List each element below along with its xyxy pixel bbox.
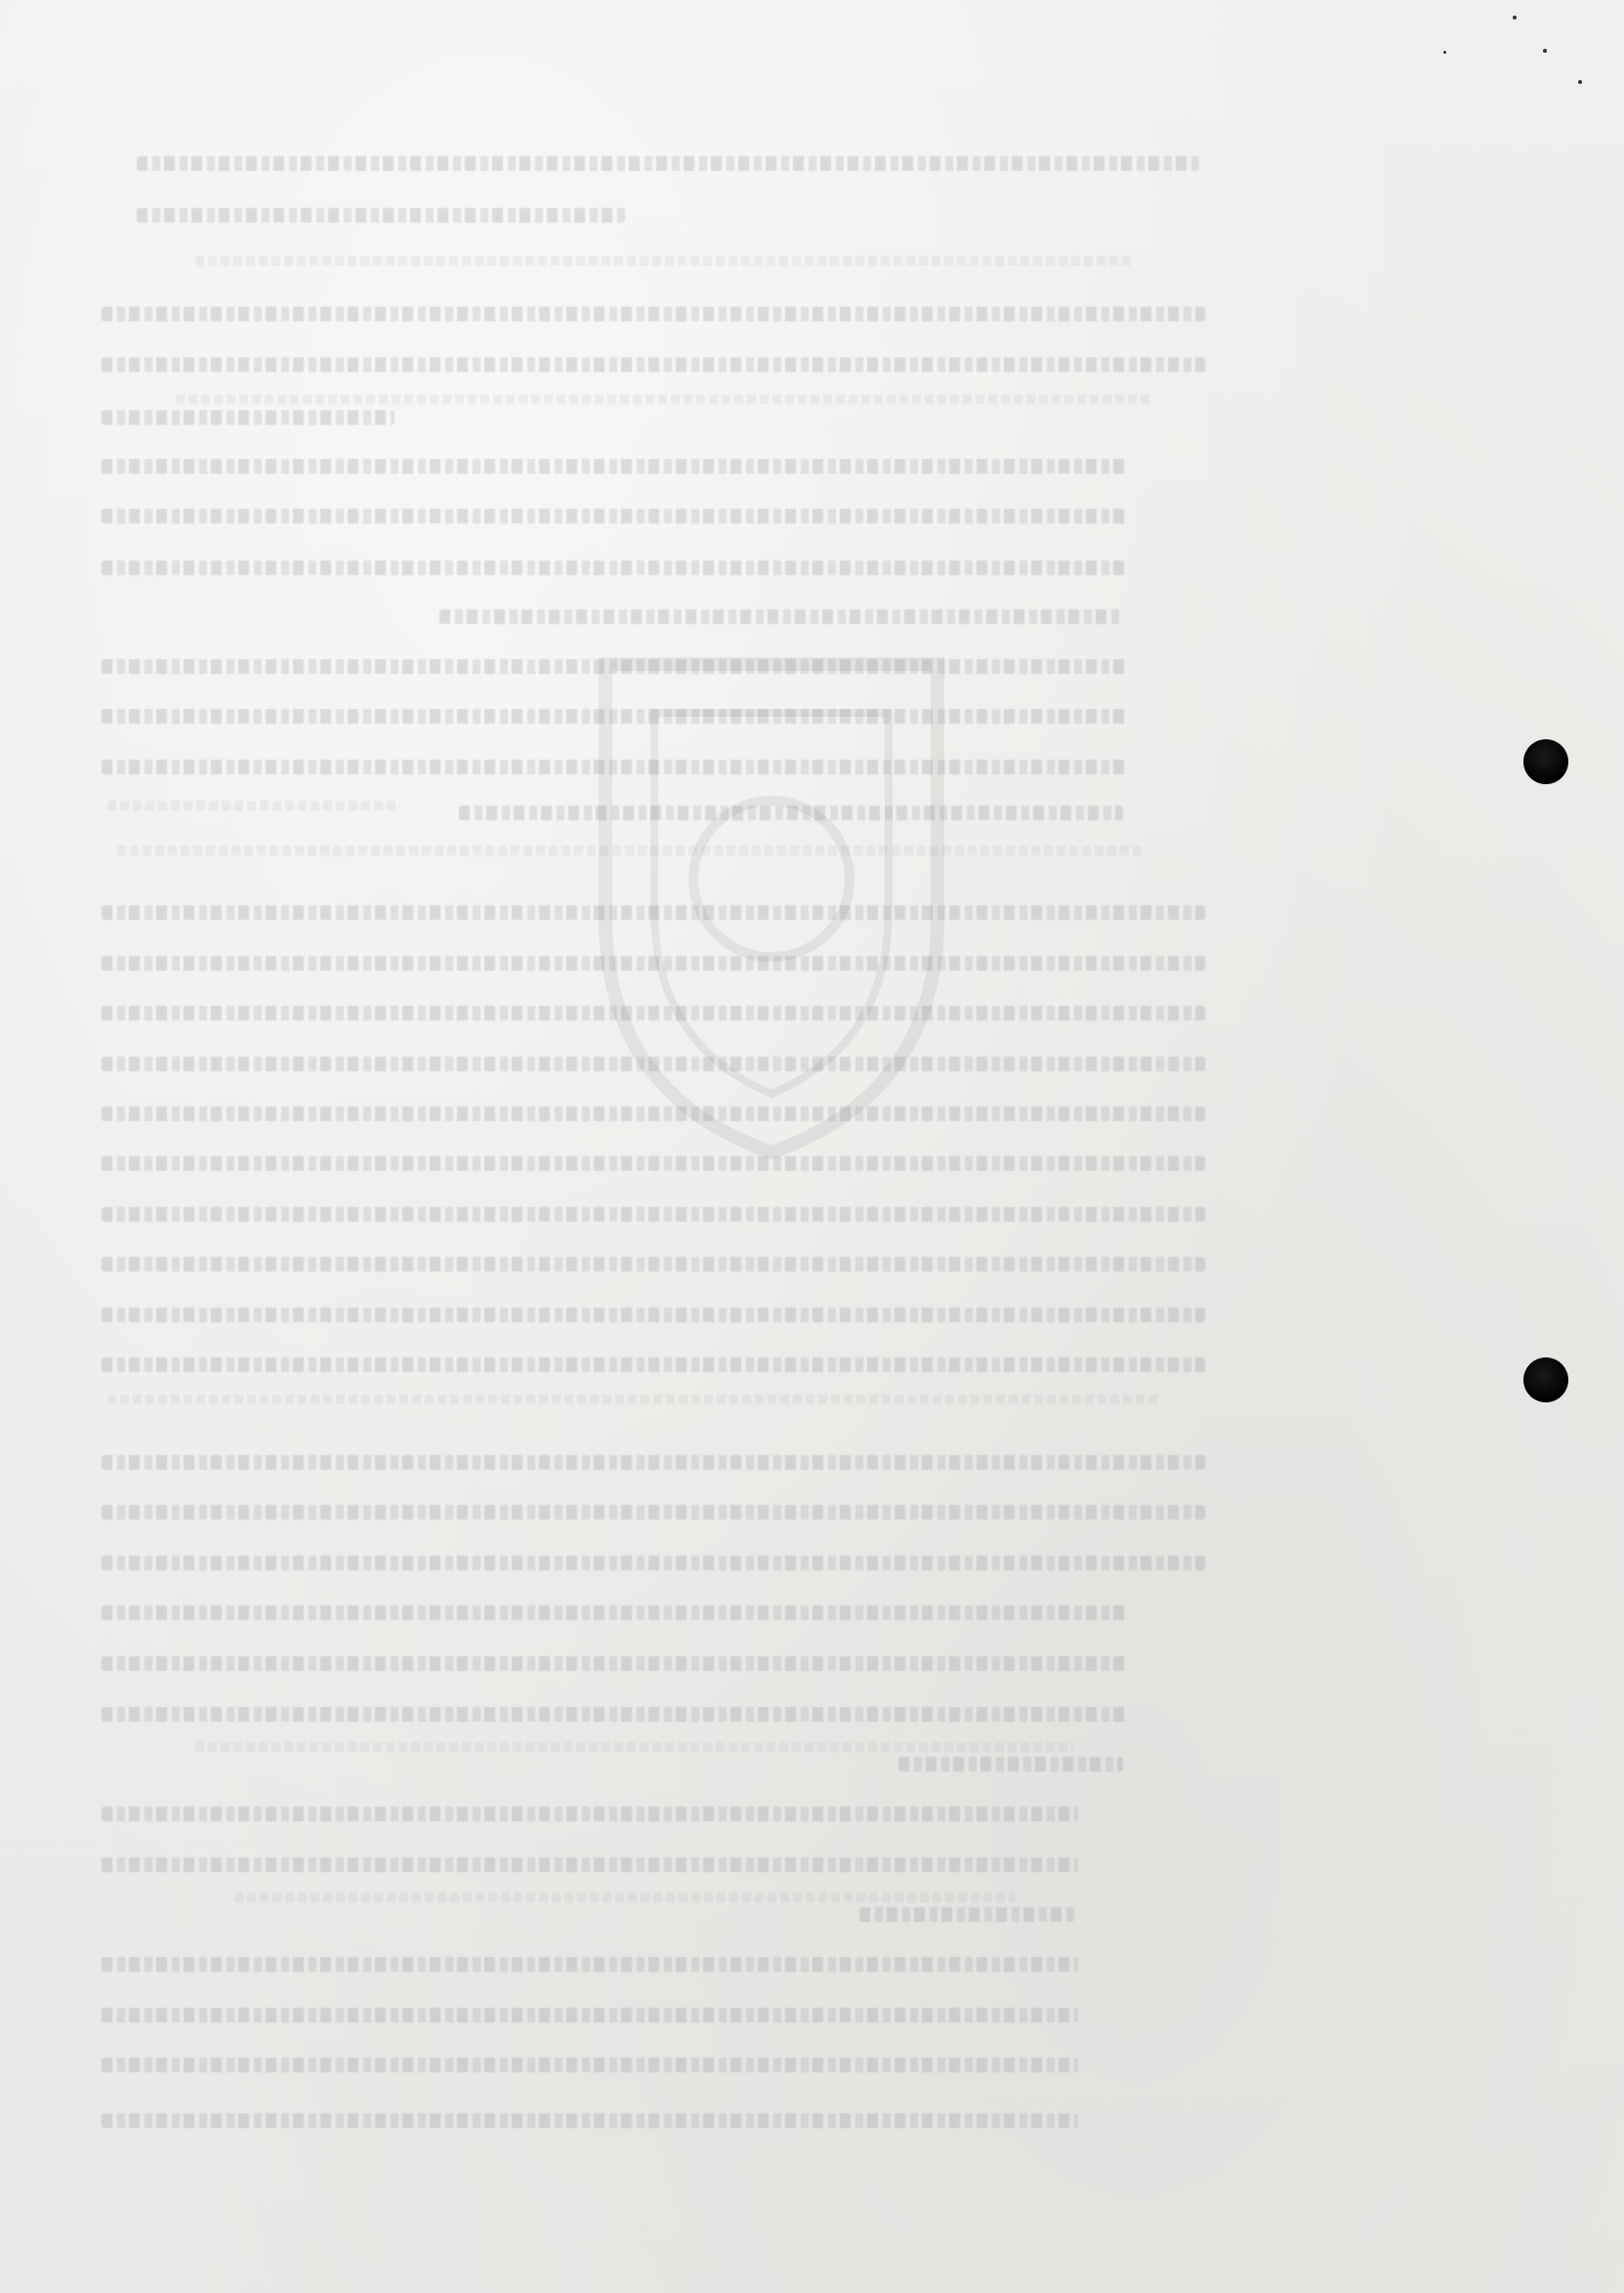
paper-speck bbox=[1513, 16, 1517, 20]
paper-speck bbox=[1578, 80, 1582, 84]
paper-speck bbox=[1543, 49, 1547, 53]
binder-punch-hole bbox=[1523, 1357, 1568, 1402]
binder-punch-hole bbox=[1523, 739, 1568, 784]
paper-speck bbox=[1443, 51, 1446, 54]
club-emblem-watermark bbox=[547, 625, 996, 1172]
